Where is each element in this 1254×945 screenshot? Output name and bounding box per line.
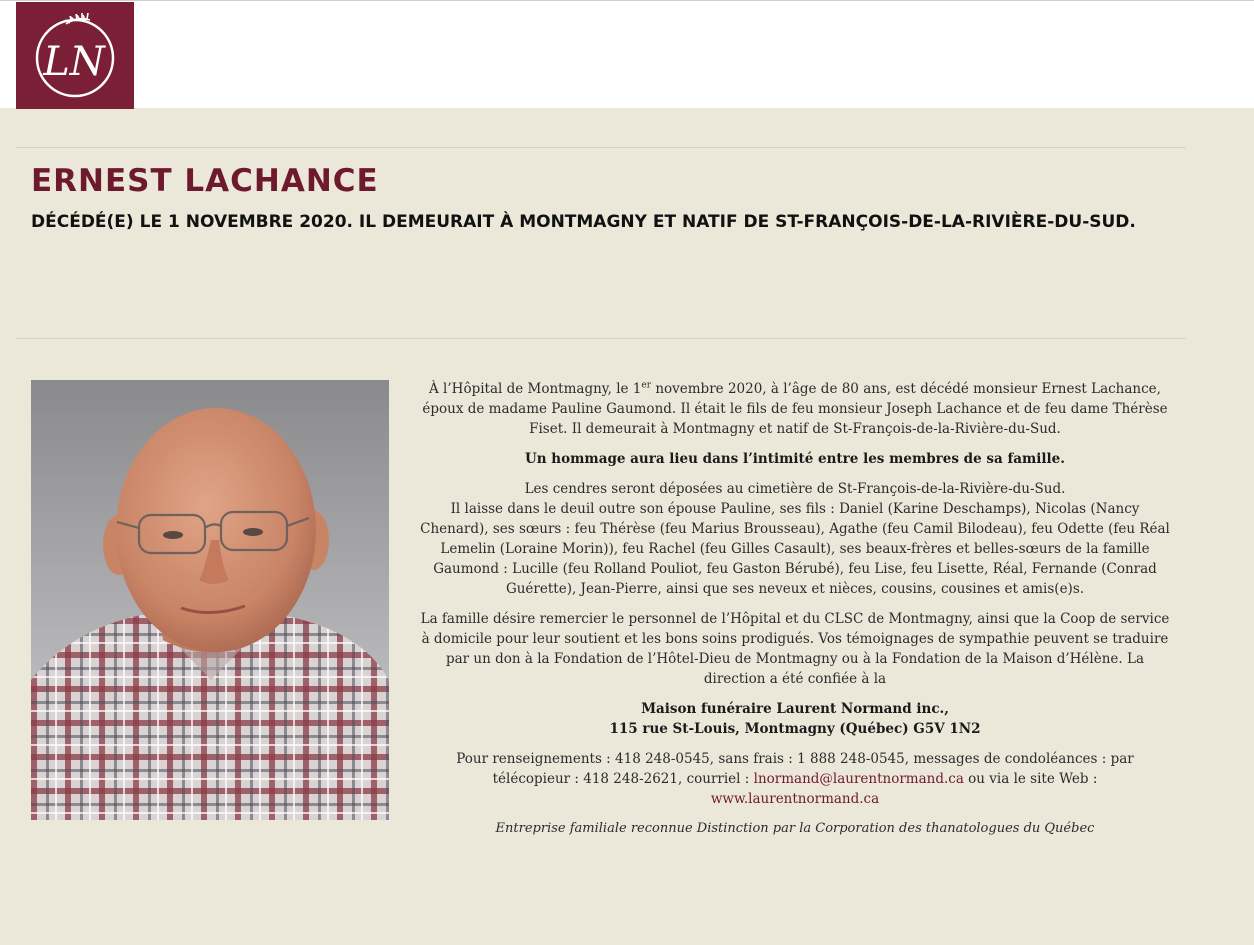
email-link[interactable]: lnormand@laurentnormand.ca: [753, 771, 964, 787]
contact-text: Pour renseignements : 418 248-0545, sans frais : 1 888 248-0545, messages de condoléances : par télécopieur : 418 248-2621, courriel :: [456, 751, 1134, 787]
website-link[interactable]: www.laurentnormand.ca: [710, 791, 880, 807]
ordinal-superscript: er: [641, 380, 652, 391]
funeral-home-name: Maison funéraire Laurent Normand inc.,: [641, 701, 949, 717]
obituary-paragraph-intro: [418, 379, 1172, 439]
contact-text-website: ou via le site Web :: [963, 771, 1098, 787]
death-notice-subtitle: DÉCÉDÉ(E) LE 1 NOVEMBRE 2020. IL DEMEURAIT À MONTMAGNY ET NATIF DE ST-FRANÇOIS-DE-LA-RIVIÈRE-DU-SUD.: [31, 212, 1136, 232]
ashes-notice: Les cendres seront déposées au cimetière de St-François-de-la-Rivière-du-Sud.: [524, 481, 1066, 497]
obituary-paragraph-contact: [418, 749, 1172, 809]
svg-text:LN: LN: [43, 39, 105, 85]
thanks-text: La famille désire remercier le personnel de l’Hôpital et du CLSC de Montmagny, ainsi que la Coop de service à domicile pour leur soutient et les bons soins prodigués. Vos témoignages de sympathie peuvent se traduire par un don à la Fondation de l’Hôtel-Dieu de Montmagny ou à la Fondation de la Maison d’Hélène. La direction a été confiée à la: [420, 611, 1170, 687]
top-header: [0, 0, 1254, 108]
distinction-note: Entreprise familiale reconnue Distinction par la Corporation des thanatologues du Québec: [495, 821, 1095, 836]
obituary-paragraph-thanks: [418, 609, 1172, 689]
divider-top: [16, 147, 1186, 148]
portrait-photo-icon: [31, 380, 389, 820]
logo-icon: [16, 2, 134, 109]
survivors-list: Il laisse dans le deuil outre son épouse Pauline, ses fils : Daniel (Karine Deschamps), Nicolas (Nancy Chenard), ses sœurs : feu Thérèse (feu Marius Brousseau), Agathe (feu Camil Bilodeau), feu Odette (feu Réal Lemelin (Loraine Morin)), feu Rachel (feu Gilles Casault), ses beaux-frères et belles-sœurs de la famille Gaumond : Lucille (feu Rolland Pouliot, feu Gaston Bérubé), feu Lise, feu Lisette, Réal, Fernande (Conrad Guérette), Jean-Pierre, ainsi que ses neveux et nièces, cousins, cousines et amis(e)s.: [420, 501, 1170, 597]
intro-text-end: novembre 2020, à l’âge de 80 ans, est décédé monsieur Ernest Lachance, époux de madame Pauline Gaumond. Il était le fils de feu monsieur Joseph Lachance et de feu dame Thérèse Fiset. Il demeurait à Montmagny et natif de St-François-de-la-Rivière-du-Sud.: [422, 381, 1168, 437]
portrait-photo: [31, 380, 389, 820]
intro-text-start: À l’Hôpital de Montmagny, le 1: [429, 381, 642, 397]
obituary-paragraph-family: [418, 479, 1172, 599]
divider-middle: [16, 338, 1186, 339]
obituary-paragraph-tribute: [418, 449, 1172, 469]
tribute-notice: Un hommage aura lieu dans l’intimité entre les membres de sa famille.: [525, 451, 1065, 467]
deceased-name: ERNEST LACHANCE: [31, 163, 379, 199]
funeral-home-address: 115 rue St-Louis, Montmagny (Québec) G5V 1N2: [609, 721, 981, 737]
obituary-paragraph-funeral-home: [418, 699, 1172, 739]
logo-link[interactable]: [16, 2, 134, 109]
obituary-text: [418, 379, 1172, 849]
